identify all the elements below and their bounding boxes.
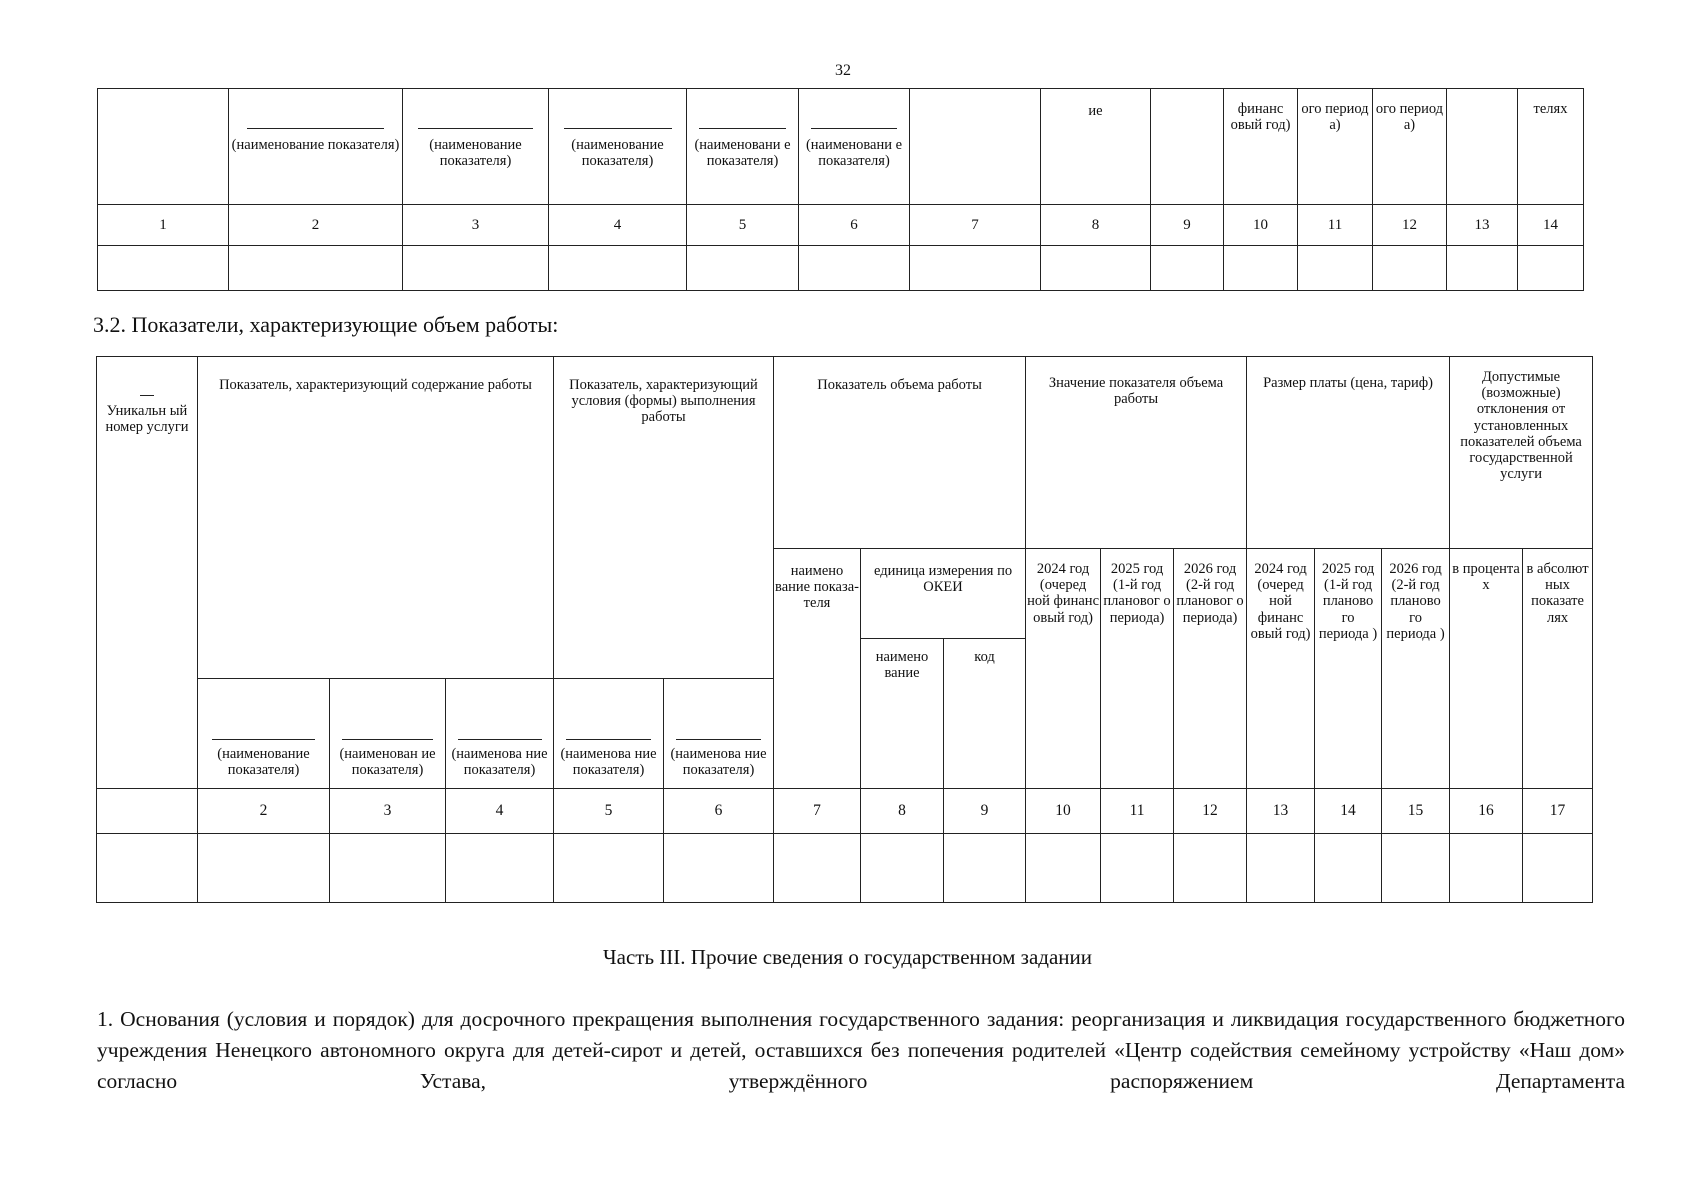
table1-header-row xyxy=(98,89,1584,205)
table-cell xyxy=(1101,834,1174,903)
table-cell xyxy=(1298,246,1373,291)
okei-unit-header: единица измерения по ОКЕИ xyxy=(861,549,1026,639)
column-number: 8 xyxy=(861,789,944,834)
table-cell xyxy=(1041,246,1151,291)
table1-numbers-row xyxy=(98,205,1584,246)
column-number: 8 xyxy=(1041,205,1151,246)
table-cell xyxy=(1518,246,1584,291)
column-number: 13 xyxy=(1447,205,1518,246)
column-number: 5 xyxy=(687,205,799,246)
column-number: 9 xyxy=(944,789,1026,834)
table-cell xyxy=(1315,834,1382,903)
table-cell xyxy=(1447,246,1518,291)
column-number xyxy=(97,789,198,834)
table1-header-cell: (наименование показателя) xyxy=(403,89,549,205)
column-number: 12 xyxy=(1174,789,1247,834)
column-number: 5 xyxy=(554,789,664,834)
table1-header-cell xyxy=(910,89,1041,205)
column-number: 10 xyxy=(1224,205,1298,246)
table-cell xyxy=(229,246,403,291)
column-number: 3 xyxy=(330,789,446,834)
volume-indicator-header: Показатель объема работы xyxy=(774,357,1026,549)
value-2024-header: 2024 год (очеред ной финанс овый год) xyxy=(1026,549,1101,789)
part-title: Часть III. Прочие сведения о государственном задании xyxy=(603,945,1092,969)
placeholder-indicator-name: (наименова ние показателя) xyxy=(664,679,774,789)
table-cell xyxy=(97,834,198,903)
column-number: 6 xyxy=(799,205,910,246)
table1-header-cell: ого период а) xyxy=(1298,89,1373,205)
column-number: 16 xyxy=(1450,789,1523,834)
dash-mark xyxy=(140,395,154,396)
table2-header-row-1 xyxy=(97,357,1593,549)
column-number: 2 xyxy=(229,205,403,246)
section-title: 3.2. Показатели, характеризующие объем работы: xyxy=(93,312,559,337)
fee-2024-header: 2024 год (очеред ной финанс овый год) xyxy=(1247,549,1315,789)
table-cell xyxy=(1224,246,1298,291)
table-cell xyxy=(774,834,861,903)
page-number: 32 xyxy=(835,62,851,79)
table2-empty-row xyxy=(97,834,1593,903)
table-cell xyxy=(687,246,799,291)
column-number: 12 xyxy=(1373,205,1447,246)
table-quality-indicators-continued xyxy=(97,88,1584,291)
table1-empty-row xyxy=(98,246,1584,291)
column-number: 17 xyxy=(1523,789,1593,834)
table1-header-cell: телях xyxy=(1518,89,1584,205)
column-number: 4 xyxy=(446,789,554,834)
placeholder-indicator-name: (наименова ние показателя) xyxy=(554,679,664,789)
deviation-percent-header: в процента х xyxy=(1450,549,1523,789)
fee-2026-header: 2026 год (2-й год планово го периода ) xyxy=(1382,549,1450,789)
deviations-header: Допустимые (возможные) отклонения от установленных показателей объема государственной услуги xyxy=(1450,357,1593,549)
table-cell xyxy=(1174,834,1247,903)
table1-header-cell: (наименование показателя) xyxy=(229,89,403,205)
table-cell xyxy=(861,834,944,903)
table2-numbers-row xyxy=(97,789,1593,834)
placeholder-indicator-name: (наименован ие показателя) xyxy=(330,679,446,789)
column-number: 6 xyxy=(664,789,774,834)
column-number: 10 xyxy=(1026,789,1101,834)
table1-header-cell: финанс овый год) xyxy=(1224,89,1298,205)
table-cell xyxy=(198,834,330,903)
table1-header-cell: ие xyxy=(1041,89,1151,205)
column-number: 3 xyxy=(403,205,549,246)
table-cell xyxy=(403,246,549,291)
table-cell xyxy=(1151,246,1224,291)
column-number: 1 xyxy=(98,205,229,246)
table-cell xyxy=(664,834,774,903)
table-cell xyxy=(1450,834,1523,903)
okei-name-header: наимено вание xyxy=(861,639,944,789)
unique-number-header: Уникальн ый номер услуги xyxy=(97,357,198,789)
placeholder-indicator-name: (наименование показателя) xyxy=(198,679,330,789)
okei-code-header: код xyxy=(944,639,1026,789)
column-number: 11 xyxy=(1101,789,1174,834)
table1-header-cell: ого период а) xyxy=(1373,89,1447,205)
volume-value-header: Значение показателя объема работы xyxy=(1026,357,1247,549)
body-paragraph: 1. Основания (условия и порядок) для досрочного прекращения выполнения государственного задания: реорганизация и ликвидация государственного бюджетного учреждения Ненецкого автономного округа для детей-сирот и детей, оставшихся без попечения родителей «Центр содействия семейному устройству «Наш дом» согласно Устава, утверждённого распоряжением Департамента xyxy=(97,1007,1625,1093)
column-number: 15 xyxy=(1382,789,1450,834)
value-2026-header: 2026 год (2-й год плановог о периода) xyxy=(1174,549,1247,789)
table-cell xyxy=(549,246,687,291)
table1-header-cell: (наименование показателя) xyxy=(549,89,687,205)
table1-header-cell: (наименовани е показателя) xyxy=(687,89,799,205)
table-cell xyxy=(446,834,554,903)
table-volume-indicators xyxy=(96,356,1593,903)
table-cell xyxy=(1026,834,1101,903)
table1-header-cell: (наименовани е показателя) xyxy=(799,89,910,205)
table-cell xyxy=(944,834,1026,903)
column-number: 13 xyxy=(1247,789,1315,834)
table-cell xyxy=(1382,834,1450,903)
column-number: 9 xyxy=(1151,205,1224,246)
column-number: 14 xyxy=(1315,789,1382,834)
table-cell xyxy=(554,834,664,903)
fee-2025-header: 2025 год (1-й год планово го периода ) xyxy=(1315,549,1382,789)
column-number: 7 xyxy=(774,789,861,834)
fee-size-header: Размер платы (цена, тариф) xyxy=(1247,357,1450,549)
content-indicator-header: Показатель, характеризующий содержание работы xyxy=(198,357,554,679)
table-cell xyxy=(799,246,910,291)
table1-header-cell xyxy=(1447,89,1518,205)
conditions-indicator-header: Показатель, характеризующий условия (формы) выполнения работы xyxy=(554,357,774,679)
column-number: 7 xyxy=(910,205,1041,246)
table-cell xyxy=(910,246,1041,291)
table1-header-cell xyxy=(1151,89,1224,205)
table1-header-cell xyxy=(98,89,229,205)
column-number: 4 xyxy=(549,205,687,246)
value-2025-header: 2025 год (1-й год плановог о периода) xyxy=(1101,549,1174,789)
table-cell xyxy=(1373,246,1447,291)
column-number: 14 xyxy=(1518,205,1584,246)
column-number: 11 xyxy=(1298,205,1373,246)
table-cell xyxy=(1247,834,1315,903)
table-cell xyxy=(1523,834,1593,903)
table-cell xyxy=(98,246,229,291)
column-number: 2 xyxy=(198,789,330,834)
placeholder-indicator-name: (наименова ние показателя) xyxy=(446,679,554,789)
deviation-absolute-header: в абсолют ных показате лях xyxy=(1523,549,1593,789)
table-cell xyxy=(330,834,446,903)
indicator-name-header: наимено вание показа- теля xyxy=(774,549,861,789)
